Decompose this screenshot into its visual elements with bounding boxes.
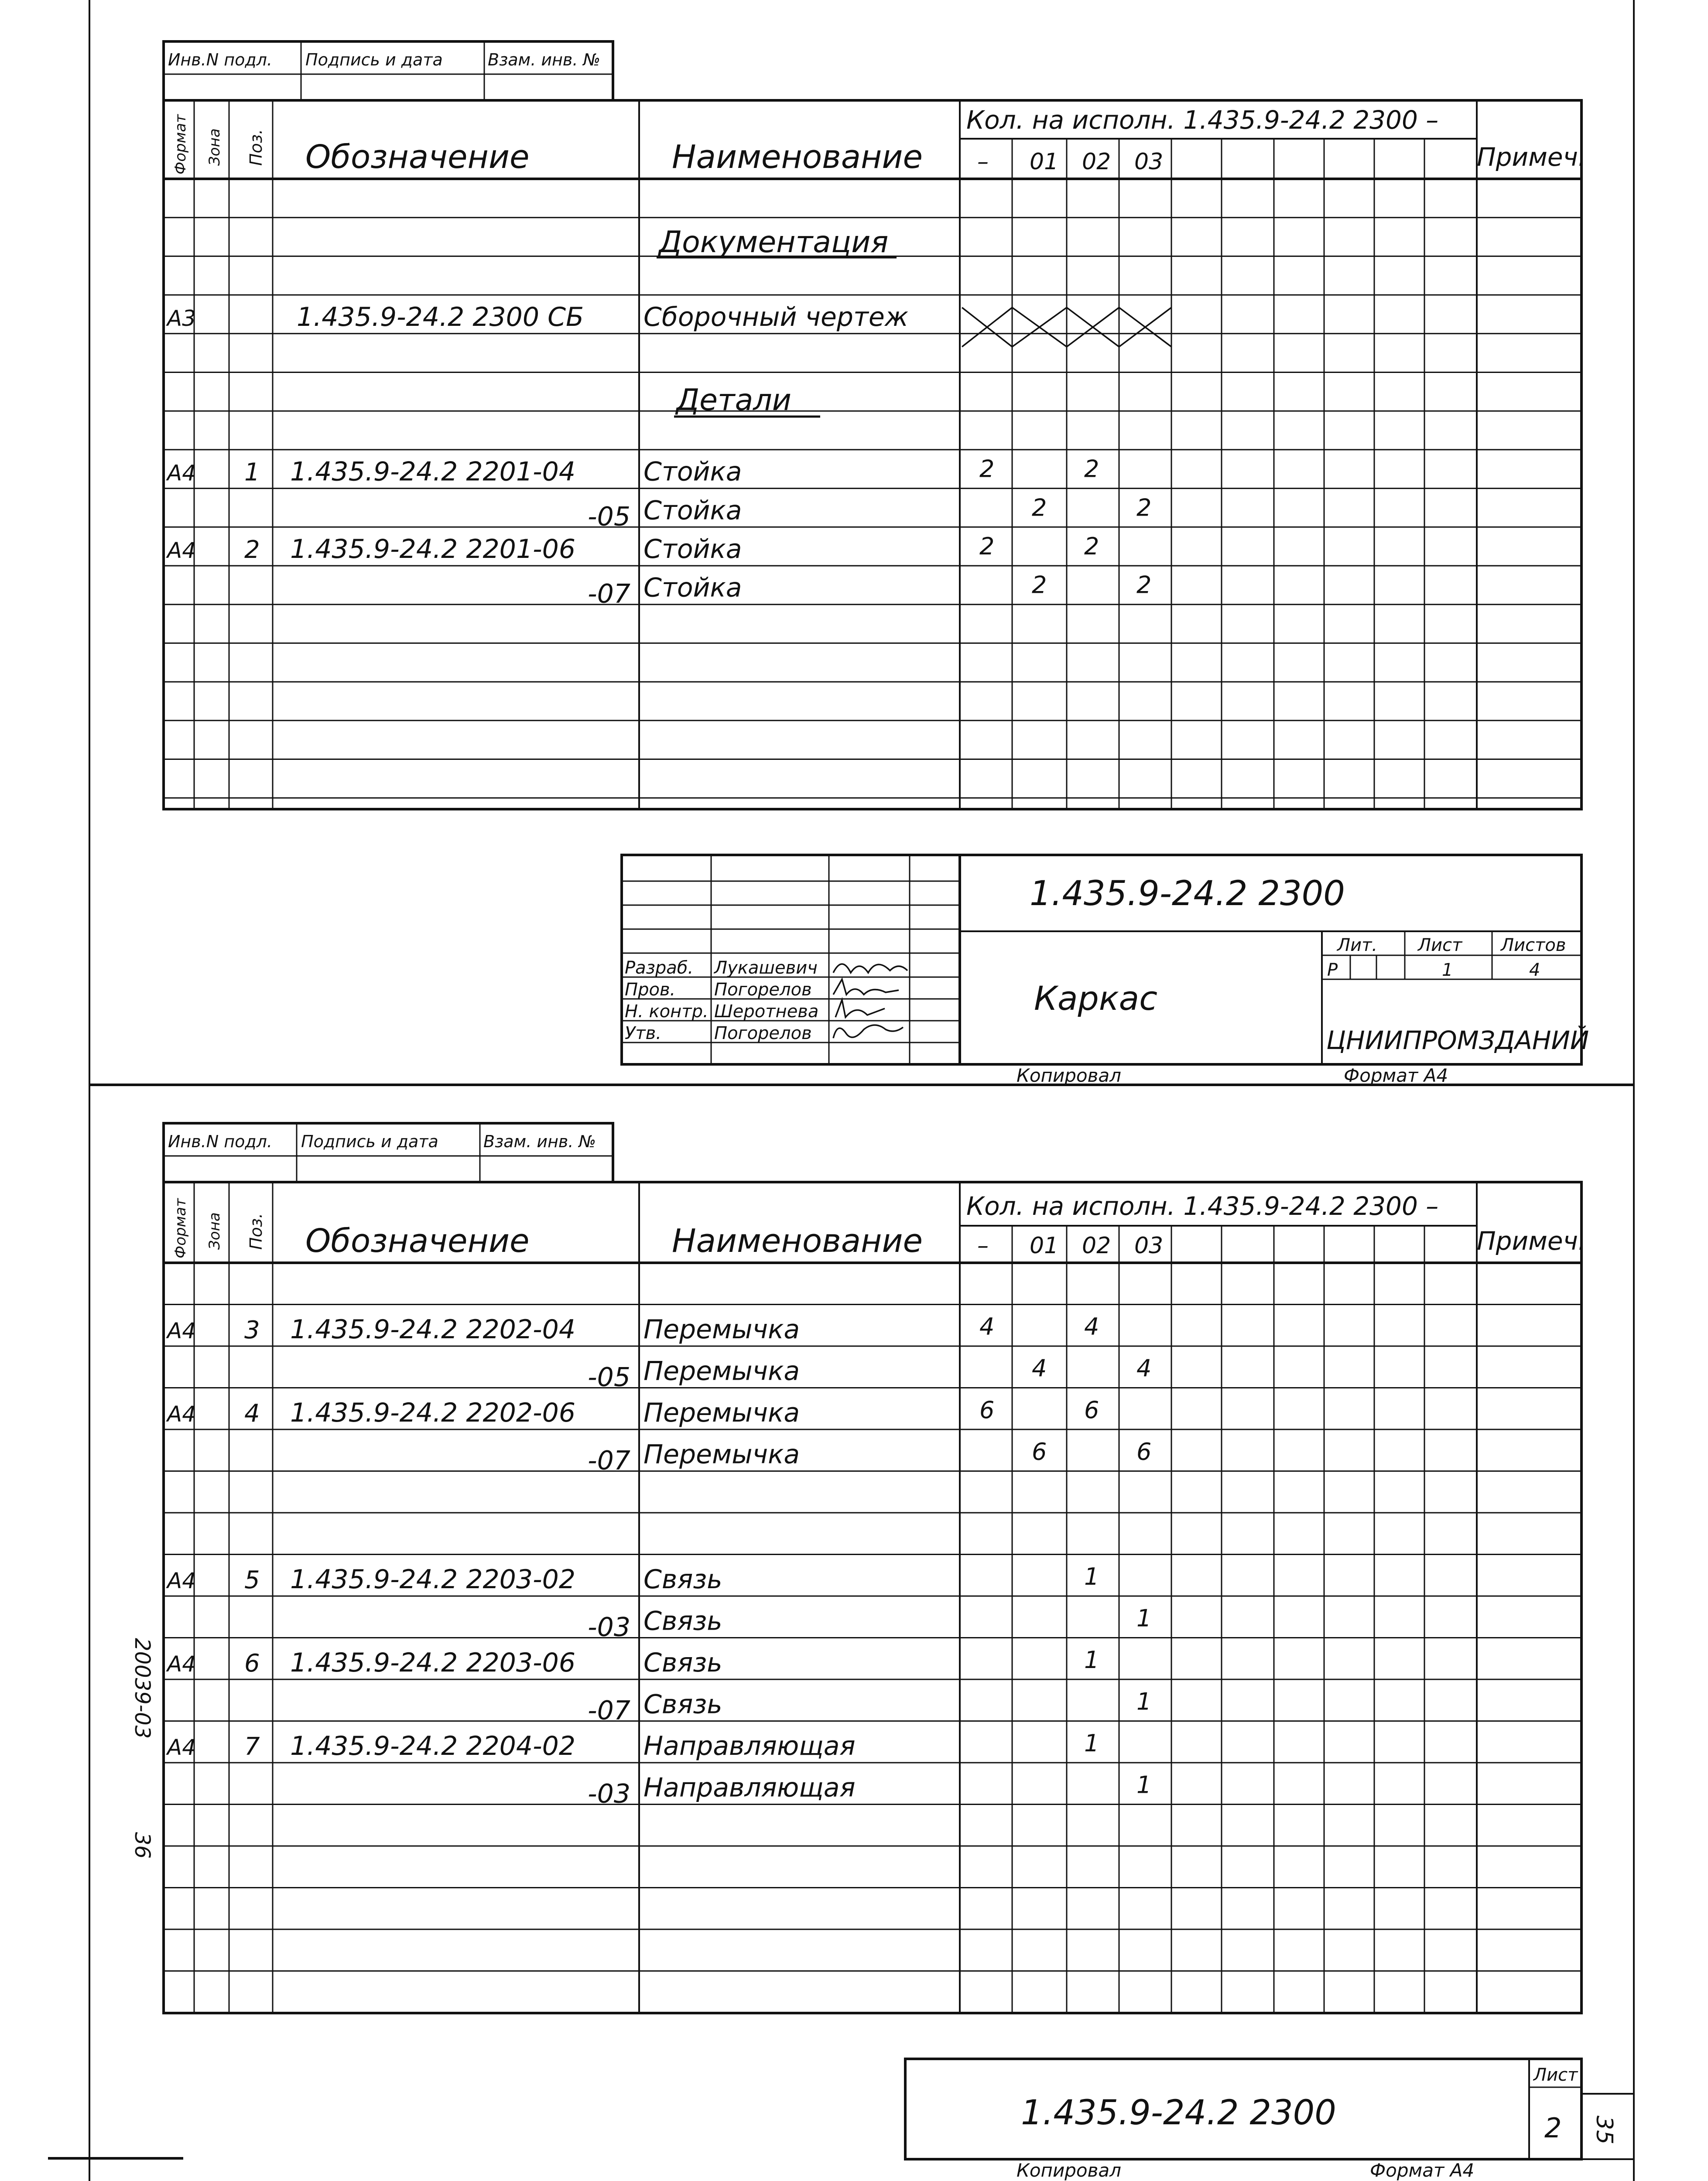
variant-header-0: – — [977, 1233, 989, 1259]
row-pos: 6 — [244, 1649, 260, 1678]
row-designation: 1.435.9-24.2 2202-04 — [290, 1314, 576, 1345]
row-designation: 1.435.9-24.2 2201-04 — [290, 456, 576, 487]
row-designation: -07 — [588, 1445, 630, 1476]
approval-roles — [625, 958, 818, 1043]
row-name: Перемычка — [643, 1439, 800, 1470]
row-name: Связь — [643, 1689, 722, 1720]
role-label: Утв. — [625, 1023, 661, 1043]
sheet-value: 1 — [1442, 960, 1453, 980]
row-name: Сборочный чертеж — [643, 301, 908, 332]
column-lines — [194, 100, 1477, 809]
spec-table-sheet-1 — [164, 100, 1581, 809]
row-name: Перемычка — [643, 1398, 800, 1428]
stamp-inv-orig: Инв.N подл. — [168, 50, 272, 69]
row-qty: 1 — [1136, 1604, 1152, 1632]
sheets-label: Листов — [1501, 935, 1566, 955]
organization: ЦНИИПРОМЗДАНИЙ — [1326, 1026, 1589, 1055]
copied-label: Копировал — [1017, 1065, 1121, 1086]
row-qty: 2 — [1032, 571, 1047, 599]
variant-header-3: 03 — [1134, 1233, 1164, 1259]
sheet-1 — [164, 41, 1589, 1086]
row-name: Стойка — [643, 534, 742, 564]
col-format-header: Формат — [172, 114, 189, 174]
spec-rows — [166, 302, 1151, 609]
variant-header-1: 01 — [1030, 1233, 1059, 1259]
section-documentation: Документация — [659, 225, 889, 260]
stamp-signature-date: Подпись и дата — [305, 50, 443, 69]
col-designation-header: Обозначение — [305, 1222, 530, 1260]
table-row — [166, 302, 908, 332]
variant-headers — [977, 1233, 1163, 1259]
role-person: Шеротнева — [714, 1002, 819, 1022]
row-designation: 1.435.9-24.2 2202-06 — [290, 1398, 576, 1428]
col-note-header: Примеч. — [1477, 142, 1586, 172]
variant-header-3: 03 — [1134, 149, 1164, 175]
row-format: А4 — [167, 1318, 196, 1343]
row-qty: 1 — [1084, 1563, 1099, 1590]
row-qty: 2 — [1084, 533, 1099, 560]
col-note-header: Примеч. — [1477, 1226, 1586, 1256]
row-qty: 4 — [1032, 1354, 1047, 1382]
format-label: Формат А4 — [1370, 2160, 1475, 2181]
row-name: Связь — [643, 1648, 722, 1678]
role-person: Погорелов — [714, 980, 812, 1000]
sheet-value: 2 — [1544, 2112, 1562, 2144]
row-qty: 2 — [1136, 571, 1152, 599]
col-pos-header: Поз. — [246, 129, 266, 166]
doc-title: Каркас — [1034, 979, 1158, 1018]
row-pos: 7 — [244, 1733, 260, 1761]
row-designation: 1.435.9-24.2 2203-02 — [290, 1564, 576, 1595]
col-zone-header: Зона — [206, 128, 223, 166]
variant-headers — [977, 149, 1163, 175]
stamp-inv-repl: Взам. инв. № — [488, 50, 601, 69]
row-format: А4 — [167, 1651, 196, 1677]
row-qty: 2 — [979, 455, 995, 483]
format-label: Формат А4 — [1344, 1065, 1448, 1086]
row-qty: 1 — [1084, 1730, 1099, 1757]
row-pos: 4 — [244, 1399, 260, 1428]
row-qty: 1 — [1136, 1771, 1152, 1799]
row-qty: 6 — [1084, 1396, 1099, 1424]
row-format: А4 — [167, 460, 196, 486]
row-format: А4 — [167, 1402, 196, 1427]
stamp-inv-orig: Инв.N подл. — [168, 1132, 272, 1151]
row-qty: 2 — [1084, 455, 1099, 483]
row-format: А4 — [167, 1568, 196, 1593]
sheet-label: Лист — [1418, 935, 1462, 955]
row-name: Перемычка — [643, 1356, 800, 1387]
row-designation: -07 — [588, 1695, 630, 1726]
row-pos: 5 — [244, 1566, 260, 1594]
column-lines — [194, 1182, 1477, 2013]
signatures — [833, 964, 907, 1038]
row-qty: 2 — [979, 533, 995, 560]
col-name-header: Наименование — [672, 138, 923, 176]
row-designation: -03 — [588, 1778, 630, 1809]
row-qty: 4 — [1084, 1313, 1099, 1340]
row-pos: 1 — [244, 458, 260, 487]
row-designation: -05 — [588, 1362, 630, 1393]
variant-header-2: 02 — [1082, 149, 1111, 175]
sheet-label: Лист — [1533, 2065, 1578, 2085]
row-designation: 1.435.9-24.2 2300 СБ — [297, 301, 584, 332]
row-name: Направляющая — [643, 1772, 856, 1803]
col-designation-header: Обозначение — [305, 138, 530, 176]
variant-header-1: 01 — [1030, 149, 1059, 175]
section-parts: Детали — [676, 383, 791, 417]
role-label: Разраб. — [625, 958, 694, 978]
copied-label: Копировал — [1017, 2160, 1121, 2181]
archive-page: 36 — [130, 1832, 154, 1859]
doc-code: 1.435.9-24.2 2300 — [1030, 874, 1345, 913]
col-name-header: Наименование — [672, 1222, 923, 1260]
role-person: Лукашевич — [714, 958, 818, 978]
variant-header-0: – — [977, 149, 989, 175]
variant-header-2: 02 — [1082, 1233, 1111, 1259]
row-designation: -07 — [588, 578, 630, 609]
row-name: Связь — [643, 1564, 722, 1595]
qty-header: Кол. на исполн. 1.435.9-24.2 2300 – — [966, 105, 1439, 135]
row-name: Связь — [643, 1606, 722, 1637]
row-designation: 1.435.9-24.2 2204-02 — [290, 1731, 576, 1761]
row-qty: 2 — [1136, 494, 1152, 522]
sheets-value: 4 — [1529, 960, 1540, 980]
lit-label: Лит. — [1337, 935, 1378, 955]
stamp-inv-repl: Взам. инв. № — [483, 1132, 596, 1151]
row-format: А4 — [167, 538, 196, 563]
archive-number: 20039-03 — [130, 1638, 154, 1739]
row-name: Направляющая — [643, 1731, 856, 1761]
row-name: Стойка — [643, 572, 742, 603]
row-designation: -05 — [588, 501, 630, 532]
role-person: Погорелов — [714, 1023, 812, 1043]
doc-code: 1.435.9-24.2 2300 — [1021, 2093, 1336, 2133]
row-name: Стойка — [643, 456, 742, 487]
col-zone-header: Зона — [206, 1212, 223, 1250]
row-pos: 3 — [244, 1316, 260, 1344]
row-name: Перемычка — [643, 1314, 800, 1345]
row-qty: 6 — [1136, 1438, 1152, 1466]
col-pos-header: Поз. — [246, 1213, 266, 1250]
row-format: А4 — [167, 1735, 196, 1760]
row-qty: 6 — [979, 1396, 995, 1424]
title-block-sheet-1 — [622, 855, 1589, 1086]
row-designation: 1.435.9-24.2 2203-06 — [290, 1648, 576, 1678]
col-format-header: Формат — [172, 1198, 189, 1258]
page-number: 35 — [1591, 2116, 1617, 2145]
row-name: Стойка — [643, 495, 742, 526]
sheet-2 — [164, 1123, 1586, 2181]
role-label: Н. контр. — [625, 1002, 709, 1022]
title-block-sheet-2 — [905, 2059, 1581, 2181]
row-pos: 2 — [244, 536, 260, 564]
row-format: А3 — [167, 305, 196, 331]
row-qty: 1 — [1136, 1688, 1152, 1716]
row-designation: 1.435.9-24.2 2201-06 — [290, 534, 576, 564]
stamp-signature-date: Подпись и дата — [301, 1132, 438, 1151]
row-qty: 6 — [1032, 1438, 1047, 1466]
lit-value: Р — [1327, 960, 1338, 980]
row-designation: -03 — [588, 1612, 630, 1643]
row-qty: 1 — [1084, 1646, 1099, 1674]
row-qty: 4 — [1136, 1354, 1152, 1382]
qty-header: Кол. на исполн. 1.435.9-24.2 2300 – — [966, 1191, 1439, 1221]
spec-table-sheet-2 — [164, 1182, 1581, 2013]
row-qty: 2 — [1032, 494, 1047, 522]
row-qty: 4 — [979, 1313, 995, 1340]
role-label: Пров. — [625, 980, 676, 1000]
